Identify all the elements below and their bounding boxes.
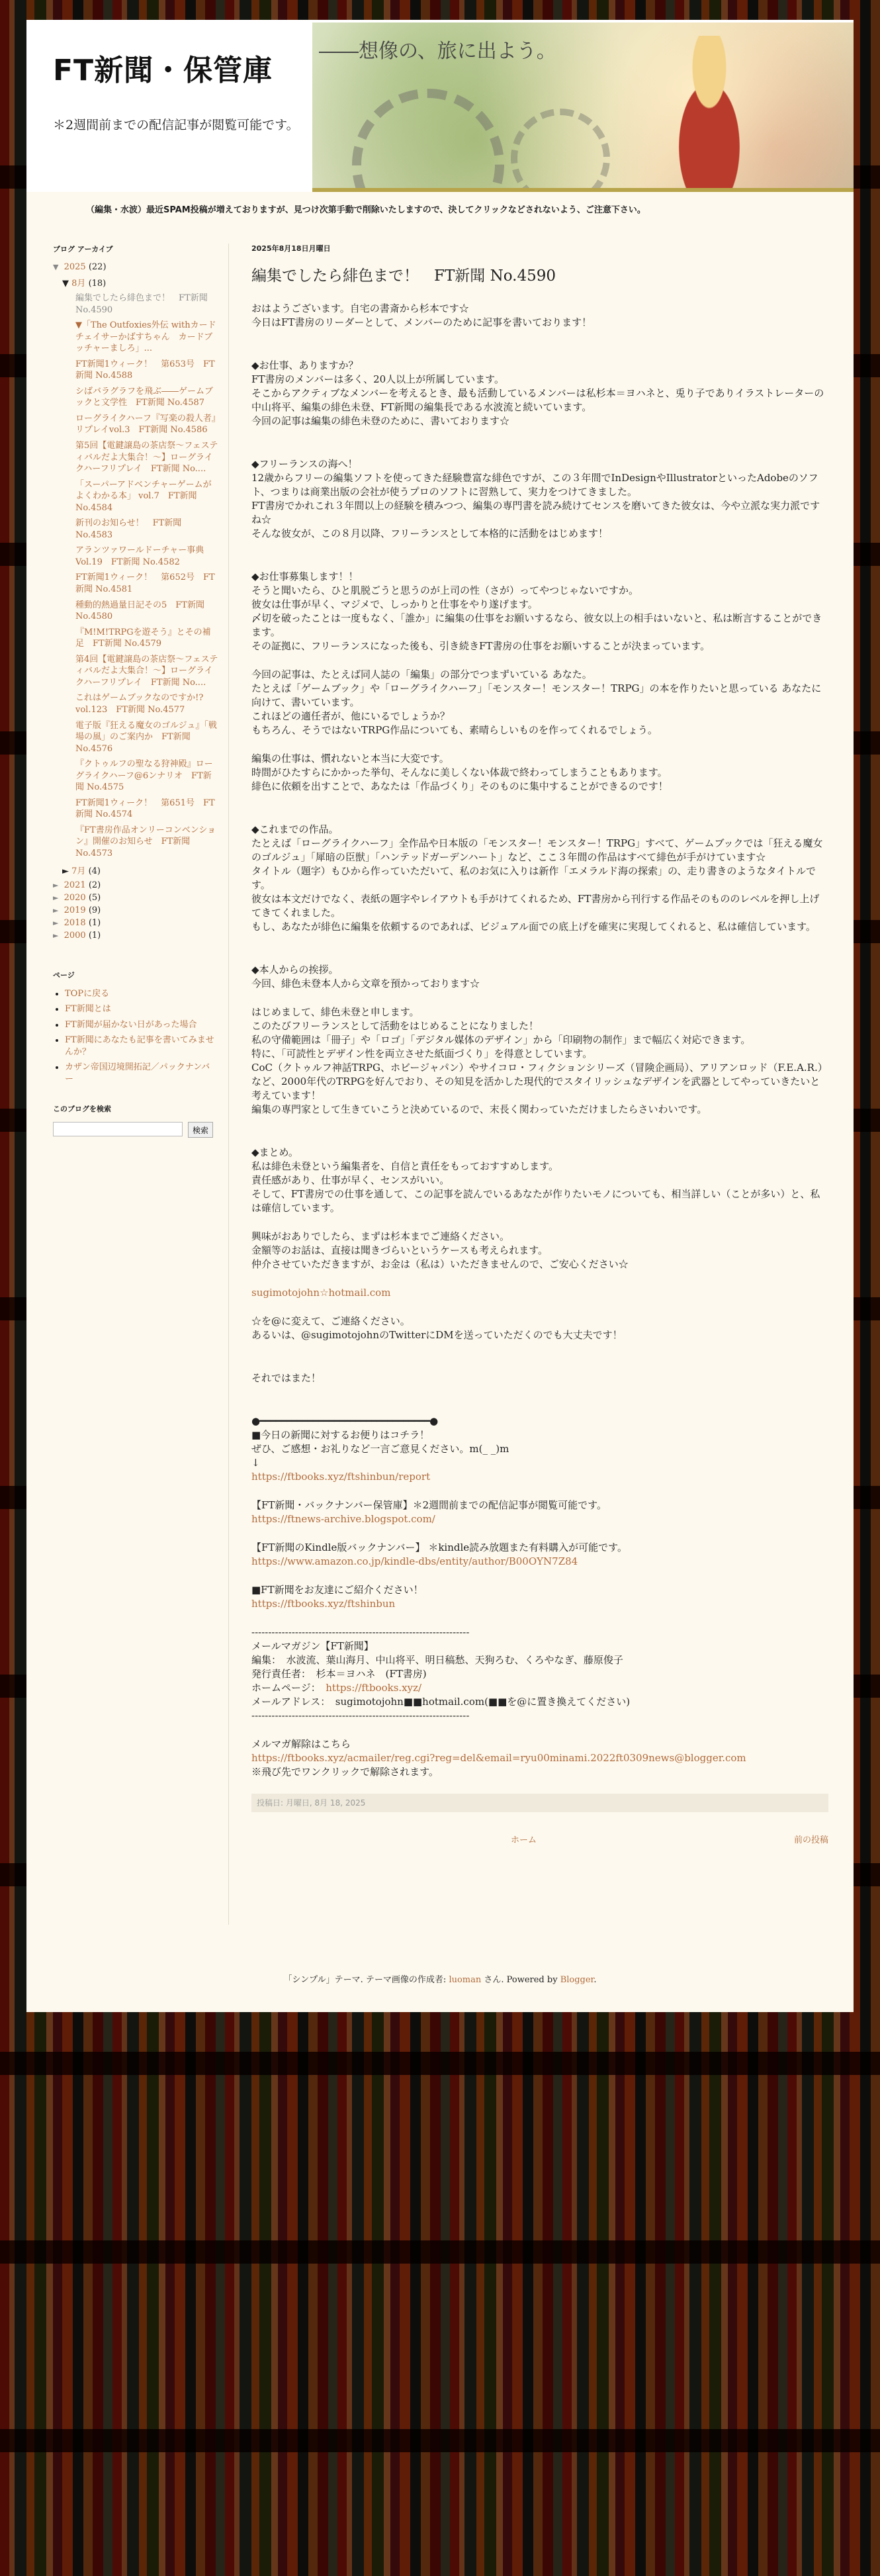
- home-link[interactable]: ホーム: [511, 1835, 537, 1846]
- dash-rule: -----------------------------------------------------------------: [251, 1626, 470, 1638]
- report-link[interactable]: https://ftbooks.xyz/ftshinbun/report: [251, 1470, 431, 1483]
- archive-post-link[interactable]: これはゲームブックなのですか!? vol.123 FT新聞 No.4577: [75, 693, 212, 715]
- archive-count: (1): [88, 917, 101, 928]
- archive-post-link[interactable]: 第5回【電鍵譲島の茶店祭〜フェスティバルだよ大集合！〜】ローグライクハーフリプレイ FT新聞 No....: [75, 441, 218, 475]
- post-paragraph: ☆を@に変えて、ご連絡ください。 あるいは、@sugimotojohnのTwitterにDMを送っていただくのでも大丈夫です！: [251, 1314, 623, 1341]
- header-illustration: [312, 23, 854, 192]
- search-input[interactable]: [53, 1122, 183, 1136]
- archive-post-link[interactable]: FT新聞1ウィーク！ 第652号 FT新聞 No.4581: [75, 573, 215, 595]
- share-note: ■FT新聞をお友達にご紹介ください！: [251, 1583, 423, 1596]
- character-illustration: [656, 36, 762, 192]
- header-text: [53, 46, 318, 133]
- attribution: [26, 1972, 854, 1985]
- archive-post-link[interactable]: FT新聞1ウィーク！ 第653号 FT新聞 No.4588: [75, 359, 215, 381]
- attribution-middle: さん. Powered by: [481, 1975, 560, 1985]
- page-link-about[interactable]: FT新聞とは: [65, 1004, 111, 1015]
- pages-heading: ページ: [53, 970, 75, 980]
- spam-notice: （編集・水波）最近SPAM投稿が増えておりますが、見つけ次第手動で削除いたしますので、決してクリックなどされないよう、ご注意下さい。: [86, 205, 646, 215]
- post-paragraph: ◆フリーランスの海へ！ 12歳からフリーの編集ソフトを使ってきた経験豊富な緋色ですが、この３年間でInDesignやIllustratorといったAdobeのソフト、つまりは商業出版の会社が使うプロのソフトに習熟して、実力をつけてきました。 FT書房でかれこれ３年間以上の経験を積みつつ、編集の専門書を読み続けてセンスを磨いてきた彼女は、今や立派な実力派ですね☆ そんな彼女が、この８月以降、フリーランスとして本格的に活動をはじめます！: [251, 457, 820, 539]
- archive-post-link[interactable]: 新刊のお知らせ！ FT新聞 No.4583: [75, 518, 182, 540]
- archive-count: (1): [88, 930, 101, 941]
- archive-post-link[interactable]: 第4回【電鍵譲島の茶店祭〜フェスティバルだよ大集合！〜】ローグライクハーフリプレイ FT新聞 No....: [75, 654, 218, 688]
- post-paragraph: はじめまして、緋色未登と申します。 このたびフリーランスとして活動をはじめることになりました！ 私の守備範囲は「冊子」や「ロゴ」「デジタル媒体のデザイン」から「印刷物の制作」まで幅広く対応できます。 特に、「可読性とデザイン性を両立させた紙面づくり」を得意としています。 CoC（クトゥルフ神話TRPG、ホビージャパン）やサイコロ・フィクションシリーズ（冒険企画局）、アリアンロッド（F.E.A.R.）など、2000年代のTRPGを好んでおり、その知見を活かした現代的でスタイリッシュなデザインを武器としてやっていきたいと考えています！ 編集の専門家として生きていこうと決めているので、末長く関わっていただけましたらさいわいです。: [251, 1005, 828, 1115]
- post-paragraph: 興味がおありでしたら、まずは杉本までご連絡ください。 金額等のお話は、直接は聞きづらいというケースも考えられます。 仲介させていただきますが、お金は（私は）いただきませんので、ご安心ください☆: [251, 1230, 629, 1270]
- archive-note: 【FT新聞・バックナンバー保管庫】＊2週間前までの配信記事が閲覧可能です。: [251, 1498, 607, 1511]
- toggle-right-icon[interactable]: ►: [62, 866, 69, 876]
- archive-post-link[interactable]: 電子版『狂える魔女のゴルジュ』「戦場の風」のご案内か FT新聞 No.4576: [75, 720, 217, 754]
- post-date-header: 2025年8月18日月曜日: [251, 244, 331, 253]
- archive-year-2018: [53, 918, 218, 928]
- archive-post-link[interactable]: 『M!M!TRPGを遊そう』とその補足 FT新聞 No.4579: [75, 627, 211, 649]
- archive-post-link[interactable]: ローグライクハーフ『写楽の殺人者』リプレイvol.3 FT新聞 No.4586: [75, 413, 216, 436]
- unsubscribe-after: ※飛び先でワンクリックで解除されます。: [251, 1765, 439, 1778]
- blog-archive-widget: [53, 244, 218, 941]
- magazine-label: メールマガジン【FT新聞】: [251, 1639, 374, 1652]
- mail-address: メールアドレス： sugimotojohn■■hotmail.com: [251, 1695, 485, 1708]
- archive-post-current: 編集でしたら緋色まで！ FT新聞 No.4590: [75, 293, 208, 315]
- archive-year-2020: [53, 893, 218, 903]
- archive-count: (9): [88, 905, 101, 915]
- archive-year-link[interactable]: 2025: [64, 262, 86, 272]
- unsubscribe-link[interactable]: https://ftbooks.xyz/acmailer/reg.cgi?reg=del&email=ryu00minami.2022ft0309news@blogger.com: [251, 1751, 746, 1764]
- archive-month-link[interactable]: 7月: [71, 866, 86, 876]
- archive-post-link[interactable]: 『クトゥルフの聖なる狩神殿』ローグライクハーフ@6ンナリオ FT新聞 No.4575: [75, 759, 213, 793]
- search-heading: このブログを検索: [53, 1105, 111, 1114]
- archive-year-2021: [53, 880, 218, 890]
- archive-count: (22): [88, 262, 107, 272]
- sidebar: [53, 244, 218, 1138]
- post-paragraph: ◆本人からの挨拶。 今回、緋色未登本人から文章を預かっております☆: [251, 963, 480, 989]
- post-paragraph: ◆お仕事、ありますか？ FT書房のメンバーは多く、20人以上が所属しています。 そこからアクティブなメンバーを考えるとき、最も活動しているメンバーは私杉本＝ヨハネと、兎り子でありイラストレーターの中山将平、編集の緋色未登、FT新聞の編集長である水波流と続いています。 今回の記事は編集の緋色未登のために、書いております☆: [251, 359, 824, 427]
- post-paragraph: おはようございます。自宅の書斎から杉本です☆ 今日はFT書房のリーダーとして、メンバーのために記事を書いております！: [251, 302, 592, 328]
- search-widget: [53, 1103, 218, 1138]
- page-link-write[interactable]: FT新聞にあなたも記事を書いてみませんか？: [65, 1035, 214, 1057]
- separator-rule: ●━━━━━━━━━━━━━━━━━━━━━━━━━━━━━━━━●: [251, 1414, 438, 1427]
- archive-year-link[interactable]: 2018: [64, 917, 86, 928]
- main-content: [251, 244, 828, 1848]
- attribution-suffix: .: [594, 1975, 597, 1985]
- posted-date[interactable]: 投稿日: 月曜日, 8月 18, 2025: [257, 1798, 366, 1808]
- page-link-backnumber[interactable]: カザン帝国辺境開拓記／パックナンバー: [65, 1062, 210, 1084]
- kindle-link[interactable]: https://www.amazon.co.jp/kindle-dbs/entity/author/B00OYN7Z84: [251, 1555, 578, 1567]
- archive-year-link[interactable]: 2000: [64, 930, 86, 941]
- kindle-note: 【FT新聞のKindle版バックナンバー】 ＊kindle読み放題また有料購入が可能です。: [251, 1541, 627, 1553]
- archive-year-link[interactable]: 2021: [64, 880, 86, 890]
- toggle-right-icon[interactable]: ►: [53, 893, 59, 902]
- toggle-right-icon[interactable]: ►: [53, 880, 59, 890]
- archive-count: (18): [88, 279, 107, 289]
- mail-suffix: (■■を@に置き換えてください): [484, 1695, 631, 1708]
- toggle-right-icon[interactable]: ►: [53, 905, 59, 915]
- column-divider: [228, 244, 229, 1925]
- page-container: [26, 20, 854, 2012]
- gear-decoration-small: [511, 109, 610, 192]
- blog-description: ＊2週間前までの配信記事が閲覧可能です。: [53, 118, 299, 132]
- search-button[interactable]: 検索: [188, 1122, 213, 1138]
- post-body: [251, 302, 828, 1779]
- archive-count: (5): [88, 892, 101, 903]
- toggle-down-icon[interactable]: ▼: [53, 263, 59, 271]
- archive-year-link[interactable]: 2020: [64, 892, 86, 903]
- feedback-intro: ■今日の新聞に対するお便りはコチラ！ ぜひ、ご感想・お礼りなど一言ご意見ください。m(_ _)m ↓: [251, 1428, 509, 1469]
- archive-post-link[interactable]: シばバラグラフを飛ぶ――ゲームブックと文学性 FT新聞 No.4587: [75, 386, 214, 408]
- archive-post-link[interactable]: FT新聞1ウィーク！ 第651号 FT新聞 No.4574: [75, 798, 215, 820]
- archive-year-2000: [53, 931, 218, 941]
- blog-header: [26, 20, 854, 192]
- blogger-link[interactable]: Blogger: [560, 1975, 594, 1985]
- email-link[interactable]: sugimotojohn☆hotmail.com: [251, 1286, 391, 1299]
- page-link-top[interactable]: TOPに戻る: [65, 988, 110, 999]
- pages-widget: [53, 970, 218, 1085]
- toggle-right-icon[interactable]: ►: [53, 918, 59, 927]
- page-link-missing[interactable]: FT新聞が届かない日があった場合: [65, 1019, 197, 1030]
- homepage-label: ホームページ：: [251, 1681, 326, 1694]
- archive-month-jul: [62, 864, 218, 876]
- archive-post-link[interactable]: 『FT書房作品オンリーコンベンション』開催のお知らせ FT新聞 No.4573: [75, 825, 216, 858]
- pages-list: [65, 988, 218, 1085]
- archive-count: (2): [88, 880, 101, 890]
- publisher-line: 発行責任者： 杉本＝ヨハネ (FT書房): [251, 1667, 427, 1680]
- archive-month-aug: [62, 276, 218, 289]
- pager: [251, 1835, 828, 1848]
- dash-rule: -----------------------------------------------------------------: [251, 1709, 470, 1722]
- editors-line: 編集： 水波流、葉山海月、中山将平、明日稿愁、天狗ろむ、くろやなぎ、藤原俊子: [251, 1653, 623, 1666]
- post-paragraph: 今回の記事は、たとえば同人誌の「編集」の部分でつまずいている あなた。 たとえば「ゲームブック」や「ローグライクハーフ」「モンスター！モンスター！TRPG」の本を作りたいと思っている あなたに向けて、書いています。 これほどの適任者が、他にいるでしょうか？ もちろん、そうではないTRPG作品についても、素晴らしいものを作ってくれるでしょう。: [251, 668, 822, 736]
- archive-month-link[interactable]: 8月: [71, 279, 86, 289]
- older-post-link[interactable]: 前の投稿: [793, 1835, 828, 1846]
- archive-post-list: [75, 293, 218, 860]
- archive-year-2025: [53, 262, 218, 272]
- archive-year-link[interactable]: 2019: [64, 905, 86, 915]
- post-title: 編集でしたら緋色まで！ FT新聞 No.4590: [251, 267, 556, 285]
- toggle-down-icon[interactable]: ▼: [62, 279, 69, 289]
- archive-post-link[interactable]: ▼「The Outfoxies外伝 withカードチェイサーかばすちゃん カードブッチャーましろ」...: [75, 320, 216, 354]
- post-paragraph: ◆これまでの作品。 たとえば「ローグライクハーフ」全作品や日本版の「モンスター！モンスター！TRPG」すべて、ゲームブックでは「狂える魔女のゴルジュ」「犀暗の臣獣」「ハンテッドガーデンハート」など、ここ３年間の作品はすべて緋色が手がけています☆ タイトル（題字）もひから作っていただいて、私のお気に入りは新作「エメラルド海の探索」の、走り書きのようなタイトルです。 彼女は本文だけでなく、表紙の題字やレイアウトも手がけてくれるため、FT書房から刊行する作品そのもののレベルを押し上げてきてくれました。 もし、あなたが緋色に編集を依頼するのであれば、ビジュアル面での底上げを確実に実現してくれると、私は確信しています。: [251, 823, 823, 933]
- post-footer: [251, 1794, 828, 1813]
- post-paragraph: ◆まとめ。 私は緋色未登という編集者を、自信と責任をもっておすすめします。 責任感があり、仕事が早く、センスがいい。 そして、FT書房での仕事を通して、この記事を読んでいるあなたが作りたいモノについても、相当詳しい（ことが多い）と、私は確信しています。: [251, 1146, 820, 1214]
- theme-author-link[interactable]: luoman: [449, 1975, 482, 1985]
- toggle-right-icon[interactable]: ►: [53, 931, 59, 940]
- homepage-link[interactable]: https://ftbooks.xyz/: [326, 1681, 422, 1694]
- archive-post-link[interactable]: 種動的熱過量日記その5 FT新聞 No.4580: [75, 600, 204, 622]
- unsubscribe-note: メルマガ解除はこちら: [251, 1737, 351, 1750]
- archive-post-link[interactable]: 「スーパーアドベンチャーゲームがよくわかる本」 vol.7 FT新聞 No.4584: [75, 479, 212, 513]
- blog-title[interactable]: FT新聞・保管庫: [53, 54, 273, 87]
- archive-link[interactable]: https://ftnews-archive.blogspot.com/: [251, 1512, 435, 1525]
- archive-count: (4): [88, 866, 101, 876]
- header-art-text: ――想像の、旅に出よう。: [319, 40, 556, 63]
- archive-year-2019: [53, 905, 218, 915]
- post-paragraph: 編集の仕事は、慣れないと本当に大変です。 時間がひたすらにかかった挙句、そんなに美しくない体裁で終わってしまうこともあります。 緋色に依頼を出すことで、あなたは「作品づくり」そのものに集中することができるのです！: [251, 752, 668, 792]
- share-link[interactable]: https://ftbooks.xyz/ftshinbun: [251, 1597, 396, 1610]
- gear-decoration: [352, 89, 504, 192]
- search-row: [53, 1122, 218, 1138]
- post-paragraph: ◆お仕事募集します！！ そうと聞いたら、ひと肌脱ごうと思うのが上司の性（さが）ってやつじゃないですか。 彼女は仕事が早く、マジメで、しっかりと仕事をやり遂げます。 〆切を破ったことは一度もなく、「誰か」に編集の仕事をお願いするなら、彼女以上の相手はいないと、私は断言することができます。 その証拠に、フリーランスになった後も、引き続きFT書房の仕事をお願いすることが決まっています。: [251, 570, 822, 652]
- attribution-prefix: 「シンプル」テーマ. テーマ画像の作成者:: [283, 1975, 449, 1985]
- archive-heading: ブログ アーカイブ: [53, 245, 113, 253]
- archive-post-link[interactable]: アランツァワールドーチャー事典 Vol.19 FT新聞 No.4582: [75, 545, 213, 567]
- closing-text: それではまた！: [251, 1371, 322, 1384]
